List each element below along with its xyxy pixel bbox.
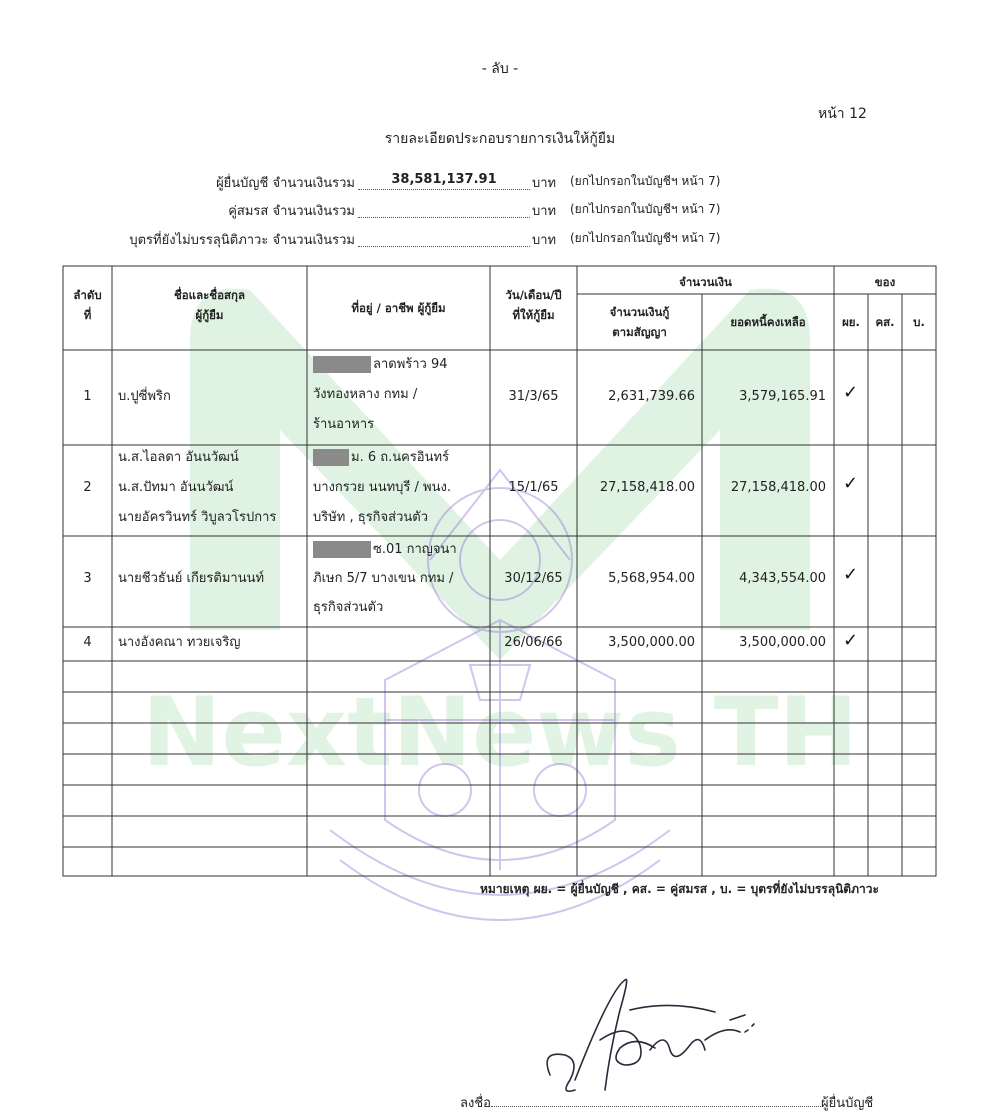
header-owner-filer: ผย. xyxy=(842,315,860,329)
header-date-line2: ที่ให้กู้ยืม xyxy=(512,308,555,322)
row1-check-icon: ✓ xyxy=(843,382,859,403)
summary-row-children xyxy=(0,229,1000,251)
header-no xyxy=(63,285,112,325)
row3-name: นายชีวธันย์ เกียรติมานนท์ xyxy=(118,571,265,586)
row3-address-1 xyxy=(313,537,457,563)
row2-name-2: น.ส.ปัทมา อันนวัฒน์ xyxy=(118,480,234,495)
header-address: ที่อยู่ / อาชีพ ผู้กู้ยืม xyxy=(351,301,446,315)
redacted-box xyxy=(313,449,349,466)
confidential-mark: - ลับ - xyxy=(481,61,519,77)
signature-prefix: ลงชื่อ xyxy=(460,1096,491,1111)
row1-date: 31/3/65 xyxy=(508,389,559,404)
row2-name-3: นายอัครวินทร์ วิบูลวโรปการ xyxy=(118,510,277,525)
header-contract-line1: จำนวนเงินกู้ xyxy=(609,305,670,319)
row2-address-1 xyxy=(313,445,449,471)
row3-no: 3 xyxy=(83,571,92,586)
row1-address-2: วังทองหลาง กทม / xyxy=(313,387,418,402)
row2-check-icon: ✓ xyxy=(843,473,859,494)
summary-label: คู่สมรส จำนวนเงินรวม xyxy=(228,204,355,219)
header-amount-group: จำนวนเงิน xyxy=(679,275,732,289)
watermark-text: NextNews TH xyxy=(141,678,859,788)
handwritten-signature xyxy=(530,970,790,1100)
row3-date: 30/12/65 xyxy=(504,571,563,586)
header-contract-line2: ตามสัญญา xyxy=(612,325,667,339)
summary-row-filer xyxy=(0,172,1000,194)
row3-contract: 5,568,954.00 xyxy=(608,571,695,586)
row1-address-text-1: ลาดพร้าว 94 xyxy=(373,357,448,372)
header-owner-child: บ. xyxy=(913,315,925,329)
summary-row-spouse xyxy=(0,200,1000,222)
header-owner-spouse: คส. xyxy=(875,315,895,329)
summary-amount xyxy=(358,200,530,218)
row3-address-text-1: ซ.01 กาญจนา xyxy=(373,542,457,557)
footnote: หมายเหตุ ผย. = ผู้ยื่นบัญชี , คส. = คู่สมรส , บ. = บุตรที่ยังไม่บรรลุนิติภาวะ xyxy=(480,882,879,896)
page-number: หน้า 12 xyxy=(818,106,867,122)
row3-balance: 4,343,554.00 xyxy=(739,571,826,586)
header-date-line1: วัน/เดือน/ปี xyxy=(505,288,562,302)
summary-label: บุตรที่ยังไม่บรรลุนิติภาวะ จำนวนเงินรวม xyxy=(129,233,355,248)
header-balance: ยอดหนี้คงเหลือ xyxy=(730,315,806,329)
summary-amount: 38,581,137.91 xyxy=(358,172,530,190)
header-no-line2: ที่ xyxy=(83,308,92,322)
row3-check-icon: ✓ xyxy=(843,564,859,585)
summary-note: (ยกไปกรอกในบัญชีฯ หน้า 7) xyxy=(570,174,721,188)
row4-name: นางอังคณา ทวยเจริญ xyxy=(118,635,241,650)
redacted-box xyxy=(313,541,371,558)
row1-balance: 3,579,165.91 xyxy=(739,389,826,404)
row1-name: บ.ปูซี่พริก xyxy=(118,389,171,404)
header-date xyxy=(490,285,577,325)
row4-check-icon: ✓ xyxy=(843,630,859,651)
summary-amount xyxy=(358,229,530,247)
row1-address-3: ร้านอาหาร xyxy=(313,417,375,432)
header-name xyxy=(112,285,307,325)
header-name-line1: ชื่อและชื่อสกุล xyxy=(173,288,246,302)
signature-dots xyxy=(491,1096,821,1107)
row2-address-3: บริษัท , ธุรกิจส่วนตัว xyxy=(313,510,429,525)
header-contract xyxy=(577,302,702,342)
signature-suffix: ผู้ยื่นบัญชี xyxy=(820,1096,874,1111)
row1-contract: 2,631,739.66 xyxy=(608,389,695,404)
row2-date: 15/1/65 xyxy=(508,480,559,495)
summary-unit: บาท xyxy=(532,204,557,219)
row3-address-2: ภิเษก 5/7 บางเขน กทม / xyxy=(313,571,454,586)
row1-address-1 xyxy=(313,352,448,378)
summary-unit: บาท xyxy=(532,176,557,191)
row3-address-3: ธุรกิจส่วนตัว xyxy=(313,600,384,615)
row2-balance: 27,158,418.00 xyxy=(730,480,826,495)
document-title: รายละเอียดประกอบรายการเงินให้กู้ยืม xyxy=(384,131,616,147)
summary-label: ผู้ยื่นบัญชี จำนวนเงินรวม xyxy=(216,176,355,191)
row2-no: 2 xyxy=(83,480,92,495)
row4-no: 4 xyxy=(83,635,92,650)
row4-contract: 3,500,000.00 xyxy=(608,635,695,650)
header-no-line1: ลำดับ xyxy=(73,288,102,302)
row2-name-1: น.ส.ไอลดา อันนวัฒน์ xyxy=(118,450,239,465)
redacted-box xyxy=(313,356,371,373)
header-name-line2: ผู้กู้ยืม xyxy=(195,308,224,322)
row4-date: 26/06/66 xyxy=(504,635,563,650)
row2-contract: 27,158,418.00 xyxy=(599,480,695,495)
summary-note: (ยกไปกรอกในบัญชีฯ หน้า 7) xyxy=(570,202,721,216)
row4-balance: 3,500,000.00 xyxy=(739,635,826,650)
summary-note: (ยกไปกรอกในบัญชีฯ หน้า 7) xyxy=(570,231,721,245)
row1-no: 1 xyxy=(83,389,92,404)
row2-address-2: บางกรวย นนทบุรี / พนง. xyxy=(313,480,451,495)
summary-unit: บาท xyxy=(532,233,557,248)
header-owner-group: ของ xyxy=(874,275,896,289)
row2-address-text-1: ม. 6 ถ.นครอินทร์ xyxy=(351,450,450,465)
